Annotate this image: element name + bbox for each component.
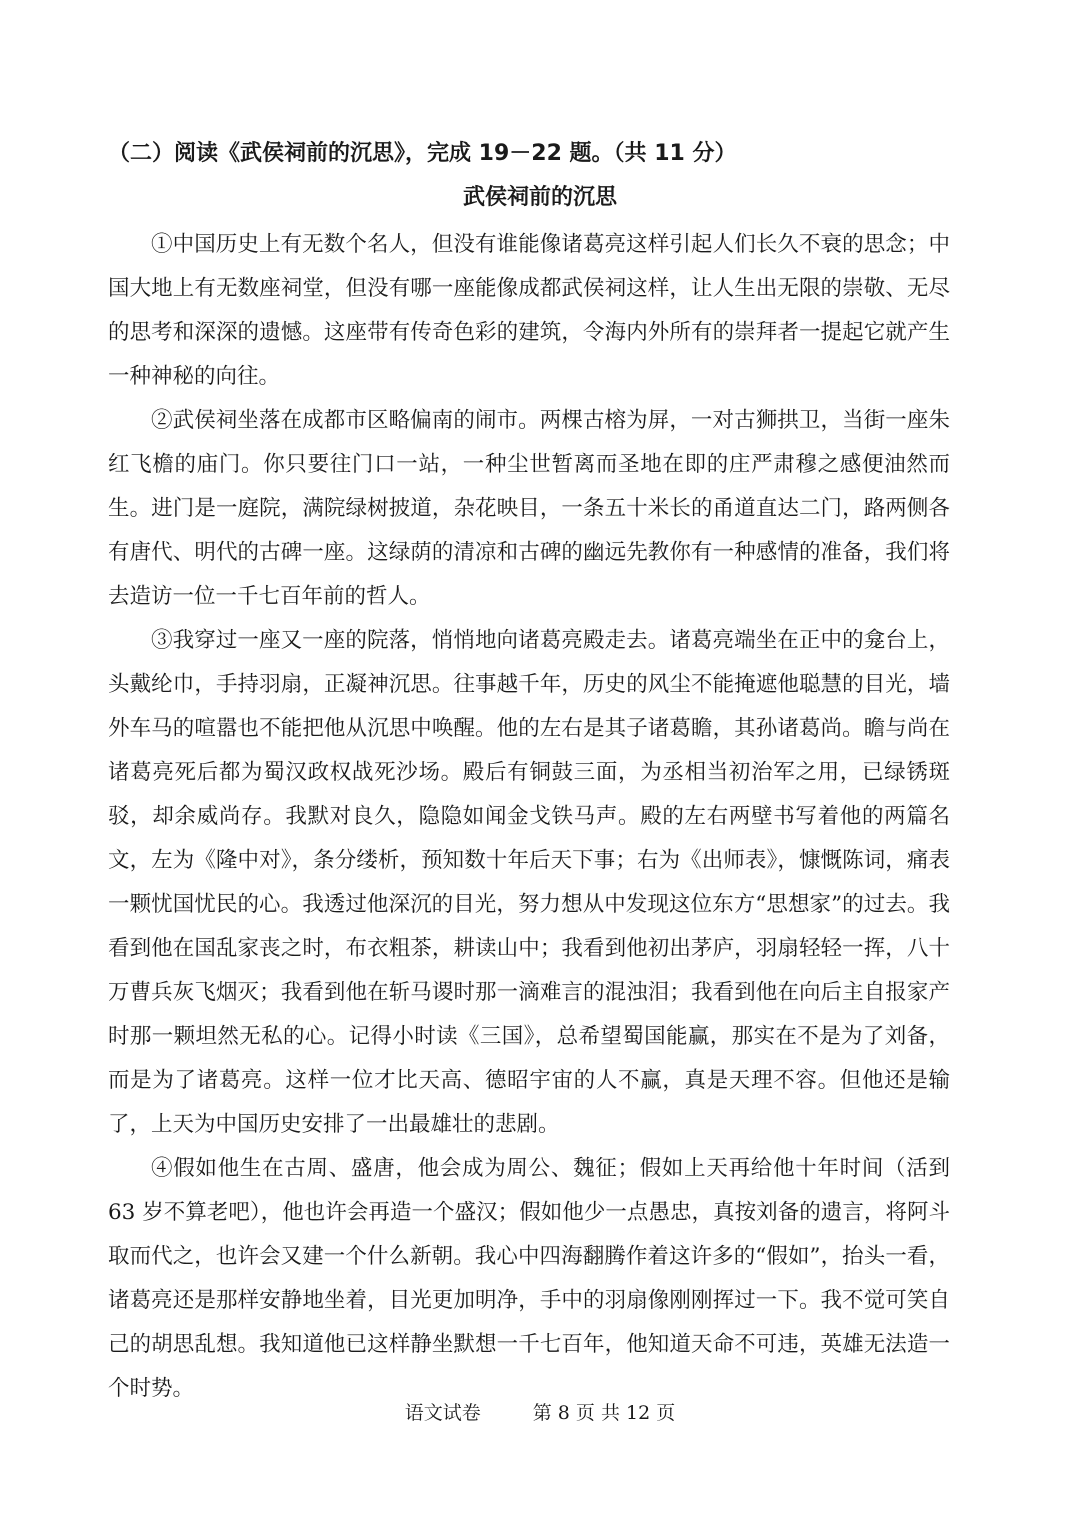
page-footer bbox=[0, 1399, 1080, 1427]
paragraph-2: ②武侯祠坐落在成都市区略偏南的闹市。两棵古榕为屏，一对古狮拱卫，当街一座朱红飞檐的庙门。你只要往门口一站，一种尘世暂离而圣地在即的庄严肃穆之感便油然而生。进门是一庭院，满院绿树披道，杂花映目，一条五十米长的甬道直达二门，路两侧各有唐代、明代的古碑一座。这绿荫的清凉和古碑的幽远先教你有一种感情的准备，我们将去造访一位一千七百年前的哲人。 bbox=[108, 408, 950, 609]
paragraph-4: ④假如他生在古周、盛唐，他会成为周公、魏征；假如上天再给他十年时间（活到 63 岁不算老吧），他也许会再造一个盛汉；假如他少一点愚忠，真按刘备的遗言，将阿斗取而代之，也许会又建一个什么新朝。我心中四海翻腾作着这许多的“假如”，抬头一看，诸葛亮还是那样安静地坐着，目光更加明净，手中的羽扇像刚刚挥过一下。我不觉可笑自己的胡思乱想。我知道他已这样静坐默想一千七百年，他知道天命不可违，英雄无法造一个时势。 bbox=[108, 1156, 950, 1401]
section-heading: （二）阅读《武侯祠前的沉思》，完成 19－22 题。（共 11 分） bbox=[108, 141, 737, 166]
article-body bbox=[108, 223, 950, 1411]
article-title: 武侯祠前的沉思 bbox=[462, 185, 617, 210]
footer-page-info: 第 8 页 共 12 页 bbox=[532, 1402, 676, 1424]
paragraph-1: ①中国历史上有无数个名人，但没有谁能像诸葛亮这样引起人们长久不衰的思念；中国大地上有无数座祠堂，但没有哪一座能像成都武侯祠这样，让人生出无限的崇敬、无尽的思考和深深的遗憾。这座带有传奇色彩的建筑，令海内外所有的崇拜者一提起它就产生一种神秘的向往。 bbox=[108, 232, 950, 389]
footer-subject: 语文试卷 bbox=[404, 1402, 481, 1424]
paragraph-3: ③我穿过一座又一座的院落，悄悄地向诸葛亮殿走去。诸葛亮端坐在正中的龛台上，头戴纶巾，手持羽扇，正凝神沉思。往事越千年，历史的风尘不能掩遮他聪慧的目光，墙外车马的喧嚣也不能把他从沉思中唤醒。他的左右是其子诸葛瞻，其孙诸葛尚。瞻与尚在诸葛亮死后都为蜀汉政权战死沙场。殿后有铜鼓三面，为丞相当初治军之用，已绿锈斑驳，却余威尚存。我默对良久，隐隐如闻金戈铁马声。殿的左右两壁书写着他的两篇名文，左为《隆中对》，条分缕析，预知数十年后天下事；右为《出师表》，慷慨陈词，痛表一颗忧国忧民的心。我透过他深沉的目光，努力想从中发现这位东方“思想家”的过去。我看到他在国乱家丧之时，布衣粗茶，耕读山中；我看到他初出茅庐，羽扇轻轻一挥，八十万曹兵灰飞烟灭；我看到他在斩马谡时那一滴难言的混浊泪；我看到他在向后主自报家产时那一颗坦然无私的心。记得小时读《三国》，总希望蜀国能赢，那实在不是为了刘备，而是为了诸葛亮。这样一位才比天高、德昭宇宙的人不赢，真是天理不容。但他还是输了，上天为中国历史安排了一出最雄壮的悲剧。 bbox=[108, 628, 950, 1137]
